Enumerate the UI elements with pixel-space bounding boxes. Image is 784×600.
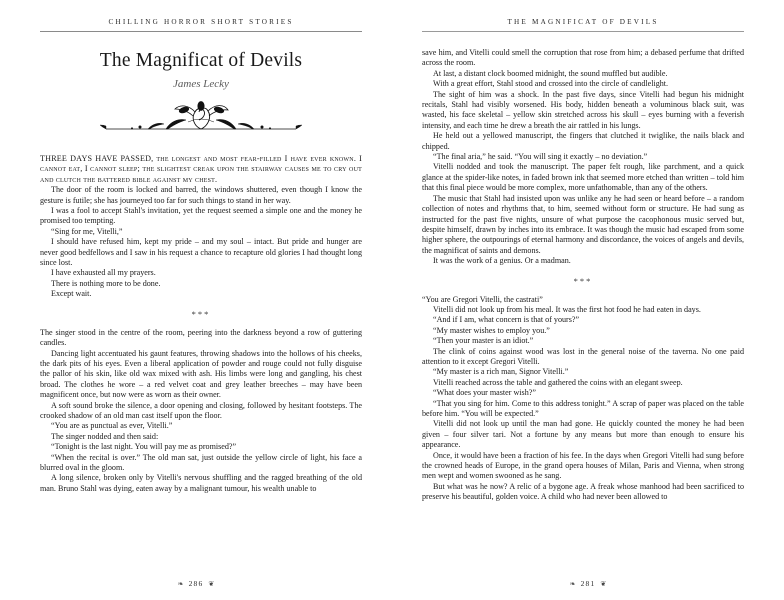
body-paragraph: “You are Gregori Vitelli, the castrati” — [422, 294, 543, 304]
body-paragraph: I was a fool to accept Stahl's invitation, yet the request seemed a simple one and the money he promised too tempting. — [40, 206, 362, 226]
body-paragraph: “Then your master is an idiot.” — [433, 336, 534, 346]
body-paragraph: The singer stood in the centre of the room, peering into the darkness beyond a row of guttering candles. — [40, 327, 362, 348]
running-head-left: CHILLING HORROR SHORT STORIES — [108, 18, 294, 26]
floral-ornament-icon — [96, 127, 306, 144]
body-paragraph: Vitelli reached across the table and gathered the coins with an elegant sweep. — [433, 377, 683, 387]
body-paragraph: Vitelli did not look up from his meal. It was the first hot food he had eaten in days. — [433, 304, 701, 314]
body-paragraph: “The final aria,” he said. “You will sing it exactly – no deviation.” — [433, 152, 648, 162]
body-paragraph: The sight of him was a shock. In the past five days, since Vitelli had begun his midnight recitals, Stahl had visibly worsened. His body, hidden beneath a voluminous black suit, was wasted, his face skeletal – yellow skin stretched across his skull – eyes burning with a feverish intensity, and each time he drew a breath the air rattled in his lungs. — [422, 89, 744, 130]
body-paragraph: A soft sound broke the silence, a door opening and closing, followed by hesitant footsteps. The crooked shadow of an old man cast itself upon the floor. — [40, 400, 362, 420]
body-paragraph: “Sing for me, Vitelli,” — [51, 226, 123, 236]
body-paragraph: Once, it would have been a fraction of his fee. In the days when Gregori Vitelli had sung before the crowned heads of Europe, in the grand opera houses of Milan, Paris and Vienna, when strong men wept and women swooned as he sang. — [422, 450, 744, 481]
body-paragraph: save him, and Vitelli could smell the corruption that rose from him; a debased perfume that drifted across the room. — [422, 48, 744, 68]
body-paragraph: It was the work of a genius. Or a madman. — [433, 256, 571, 266]
scene-break: *** — [191, 308, 211, 319]
leaf-ornament-icon: ❦ — [600, 580, 607, 588]
body-paragraph: “Tonight is the last night. You will pay me as promised?” — [51, 442, 237, 452]
body-paragraph: The door of the room is locked and barred, the windows shuttered, even though I know the gesture is futile; she has journeyed too far for such things to stand in her way. — [40, 185, 362, 205]
body-paragraph: Vitelli nodded and took the manuscript. The paper felt rough, like parchment, and a quick glance at the spider-like notes, in faded brown ink that seemed more etched than written – told him that this final piece would be more complex, more unfathomable, than any of the others. — [422, 162, 744, 193]
body-paragraph: “My master is a rich man, Signor Vitelli.” — [433, 367, 569, 377]
body-paragraph: With a great effort, Stahl stood and crossed into the circle of candlelight. — [433, 79, 669, 89]
body-paragraph: The singer nodded and then said: — [51, 431, 159, 441]
body-paragraph: Dancing light accentuated his gaunt features, throwing shadows into the hollows of his cheeks, the dark pits of his eyes. Even a liberal application of powder and rouge could not fully disguise the pallor of his skin, like old wax mixed with ash. His limbs were long and gangling, his chest broad. The clothes he wore – a red velvet coat and grey leather breeches – may have been magnificent once, but now were as worn as their owner. — [40, 348, 362, 400]
page-number: 286 — [188, 579, 204, 588]
author-byline: James Lecky — [173, 78, 229, 90]
scene-break: *** — [573, 275, 593, 286]
page-number: 281 — [580, 579, 596, 588]
body-paragraph: “What does your master wish?” — [433, 388, 536, 398]
leaf-ornament-icon: ❦ — [208, 580, 215, 588]
running-head-right: THE MAGNIFICAT OF DEVILS — [507, 18, 659, 26]
header-rule-right — [422, 31, 744, 32]
body-paragraph: “And if I am, what concern is that of yours?” — [433, 315, 580, 325]
body-paragraph: At last, a distant clock boomed midnight, the sound muffled but audible. — [433, 68, 668, 78]
leaf-ornament-icon: ❧ — [177, 580, 184, 588]
body-paragraph: I should have refused him, kept my pride – and my soul – intact. But pride and hunger are never good bedfellows and I saw in his request a chance to recapture old glories I had thought long since lost. — [40, 237, 362, 268]
body-paragraph: “When the recital is over.” The old man sat, just outside the yellow circle of light, his face a blurred oval in the gloom. — [40, 452, 362, 472]
body-paragraph: “My master wishes to employ you.” — [433, 325, 550, 335]
page-title: The Magnificat of Devils — [99, 50, 303, 71]
body-paragraph: The clink of coins against wood was lost in the general noise of the taverna. No one paid attention to it except Gregori Vitelli. — [422, 346, 744, 366]
body-paragraph: But what was he now? A relic of a bygone age. A freak whose manhood had been sacrificed to preserve his beautiful, golden voice. A child who had never been allowed to — [422, 481, 744, 502]
ornament-divider — [40, 96, 362, 140]
body-paragraph: There is nothing more to be done. — [51, 278, 161, 288]
body-paragraph: Except wait. — [51, 289, 92, 299]
body-paragraph: A long silence, broken only by Vitelli's nervous shuffling and the ragged breathing of the old man. Bruno Stahl was dying, eaten away by a malignant tumour, his wealth unable to — [40, 473, 362, 493]
page-folio-left — [0, 579, 392, 588]
body-paragraph: “You are as punctual as ever, Vitelli.” — [51, 421, 173, 431]
leaf-ornament-icon: ❧ — [569, 580, 576, 588]
body-paragraph: He held out a yellowed manuscript, the fingers that clutched it twiglike, the nails black and chipped. — [422, 131, 744, 151]
body-paragraph: I have exhausted all my prayers. — [51, 268, 156, 278]
body-paragraph: “That you sing for him. Come to this address tonight.” A scrap of paper was placed on the table before him. “You will be expected.” — [422, 398, 744, 418]
page-folio-right — [392, 579, 784, 588]
right-page — [392, 0, 784, 600]
body-paragraph: THREE DAYS HAVE PASSED, the longest and most fear-filled I have ever known. I cannot eat, I cannot sleep; the slightest creak upon the stairway causes me to cry out and clutch the battered bible against my chest. — [40, 154, 362, 184]
header-rule-left — [40, 31, 362, 32]
body-paragraph: The music that Stahl had insisted upon was unlike any he had seen or heard before – a random collection of notes and rhythms that, to him, seemed without form or structure. He had sung as instructed for the past five nights, unsure of what purpose the cacophonous music served but, despite himself, drawn by inches into its embrace. It was though the music had escaped from some higher sphere, the outpourings of eternal harmony and discordance, the voices of angels and devils, the magnificat of saints and demons. — [422, 193, 744, 255]
body-paragraph: Vitelli did not look up until the man had gone. He quickly counted the money he had been given – four silver tari. Not a fortune by any means but more than enough to ensure his appearance. — [422, 419, 744, 450]
